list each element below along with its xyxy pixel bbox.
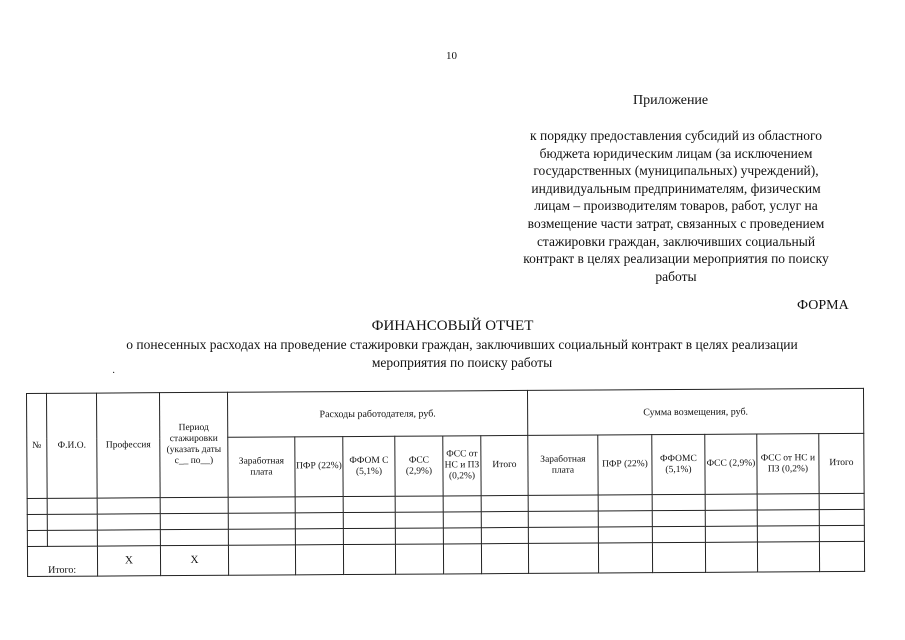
table-cell[interactable] [160, 529, 228, 545]
table-cell[interactable] [228, 513, 295, 529]
table-cell[interactable] [705, 494, 757, 510]
table-cell[interactable] [652, 542, 705, 572]
appendix-line: индивидуальным предпринимателям, физическим [531, 180, 821, 196]
table-cell[interactable] [528, 511, 598, 527]
table-cell[interactable] [295, 529, 343, 545]
table-cell[interactable] [528, 543, 598, 573]
table-cell[interactable] [705, 542, 757, 572]
header-employer-total: Итого [481, 435, 528, 495]
table-cell[interactable] [757, 526, 819, 542]
table-cell[interactable] [819, 509, 864, 525]
table-cell[interactable] [757, 542, 819, 572]
table-cell[interactable] [757, 494, 819, 510]
form-label: ФОРМА [797, 298, 849, 313]
total-profession-mark: Х [97, 546, 160, 576]
header-comp-pfr: ПФР (22%) [598, 435, 652, 495]
header-comp-ffoms: ФФОМС (5,1%) [652, 434, 705, 494]
report-subtitle [72, 336, 852, 372]
table-cell[interactable] [481, 543, 528, 573]
appendix-line: стажировки граждан, заключивших социальный [536, 233, 816, 249]
appendix-line: работы [655, 268, 697, 284]
appendix-line: контракт в целях реализации мероприятия по поиску [523, 251, 829, 267]
appendix-line: государственных (муниципальных) учреждений), [533, 163, 819, 179]
report-subtitle-line: мероприятия по поиску работы [371, 355, 553, 370]
table-cell[interactable] [598, 495, 652, 511]
appendix-title: Приложение [633, 93, 709, 108]
financial-report-table [26, 388, 865, 577]
appendix-line: к порядку предоставления субсидий из областного [530, 128, 822, 143]
total-row [27, 541, 864, 576]
table-cell[interactable] [343, 544, 395, 574]
header-employer-fss-ns: ФСС от НС и ПЗ (0,2%) [443, 436, 481, 496]
table-cell[interactable] [160, 497, 228, 513]
table-cell[interactable] [705, 510, 757, 526]
table-cell[interactable] [97, 498, 160, 514]
table-cell[interactable] [343, 528, 395, 544]
table-cell[interactable] [228, 545, 295, 575]
table-cell[interactable] [481, 495, 528, 511]
stray-dot: · [112, 368, 116, 379]
header-internship-period: Период стажировки (указать даты с__ по__) [160, 392, 229, 497]
table-cell[interactable] [395, 544, 443, 574]
header-comp-total: Итого [819, 433, 864, 493]
header-profession: Профессия [97, 393, 161, 498]
table-cell[interactable] [160, 513, 228, 529]
table-cell[interactable] [819, 525, 864, 541]
header-employer-fss: ФСС (2,9%) [395, 436, 443, 496]
table-cell[interactable] [97, 530, 160, 546]
table-cell[interactable] [395, 528, 443, 544]
table-cell[interactable] [652, 510, 705, 526]
table-cell[interactable] [395, 512, 443, 528]
appendix-text [505, 127, 847, 285]
appendix-line: возмещение части затрат, связанных с проведением [527, 215, 825, 231]
table-cell[interactable] [443, 496, 481, 512]
table-cell[interactable] [443, 512, 481, 528]
table-cell[interactable] [481, 527, 528, 543]
appendix-line: бюджета юридическим лицам (за исключением [539, 145, 813, 161]
report-subtitle-line: о понесенных расходах на проведение стажировки граждан, заключивших социальный контракт в целях реализации [126, 337, 798, 352]
table-cell[interactable] [228, 529, 295, 545]
header-full-name: Ф.И.О. [47, 393, 98, 498]
table-cell[interactable] [443, 528, 481, 544]
table-cell[interactable] [343, 512, 395, 528]
table-cell[interactable] [705, 526, 757, 542]
table-cell[interactable] [395, 496, 443, 512]
appendix-line: лицам – производителям товаров, работ, услуг на [534, 198, 818, 214]
table-cell[interactable] [819, 493, 864, 509]
table-cell[interactable] [47, 498, 97, 514]
header-employer-expenses: Расходы работодателя, руб. [227, 390, 527, 437]
table-cell[interactable] [295, 513, 343, 529]
table-cell[interactable] [295, 545, 343, 575]
header-comp-fss-ns: ФСС от НС и ПЗ (0,2%) [757, 434, 819, 494]
table-cell[interactable] [528, 495, 598, 511]
table-cell[interactable] [598, 543, 652, 573]
table-cell[interactable] [27, 498, 47, 514]
table-cell[interactable] [47, 514, 97, 530]
header-employer-pfr: ПФР (22%) [295, 437, 343, 497]
table-cell[interactable] [598, 511, 652, 527]
table-cell[interactable] [228, 497, 295, 513]
table-cell[interactable] [757, 510, 819, 526]
table-cell[interactable] [27, 530, 47, 546]
total-period-mark: Х [160, 545, 228, 575]
table-cell[interactable] [598, 527, 652, 543]
table-cell[interactable] [47, 530, 97, 546]
table-cell[interactable] [819, 541, 864, 571]
table-cell[interactable] [443, 544, 481, 574]
total-label: Итого: [27, 546, 97, 576]
table-cell[interactable] [652, 526, 705, 542]
table-cell[interactable] [528, 527, 598, 543]
table-cell[interactable] [652, 494, 705, 510]
table-cell[interactable] [481, 511, 528, 527]
header-comp-fss: ФСС (2,9%) [705, 434, 757, 494]
table-cell[interactable] [295, 497, 343, 513]
table-cell[interactable] [97, 514, 160, 530]
report-title: ФИНАНСОВЫЙ ОТЧЕТ [371, 318, 534, 334]
table-cell[interactable] [343, 496, 395, 512]
header-compensation-amount: Сумма возмещения, руб. [527, 388, 863, 435]
header-employer-salary: Заработная плата [228, 437, 295, 497]
header-number: № [27, 393, 48, 498]
table-cell[interactable] [27, 514, 47, 530]
header-employer-ffoms: ФФОМ С (5,1%) [343, 436, 395, 496]
page-number: 10 [446, 50, 457, 62]
header-comp-salary: Заработная плата [528, 435, 598, 495]
